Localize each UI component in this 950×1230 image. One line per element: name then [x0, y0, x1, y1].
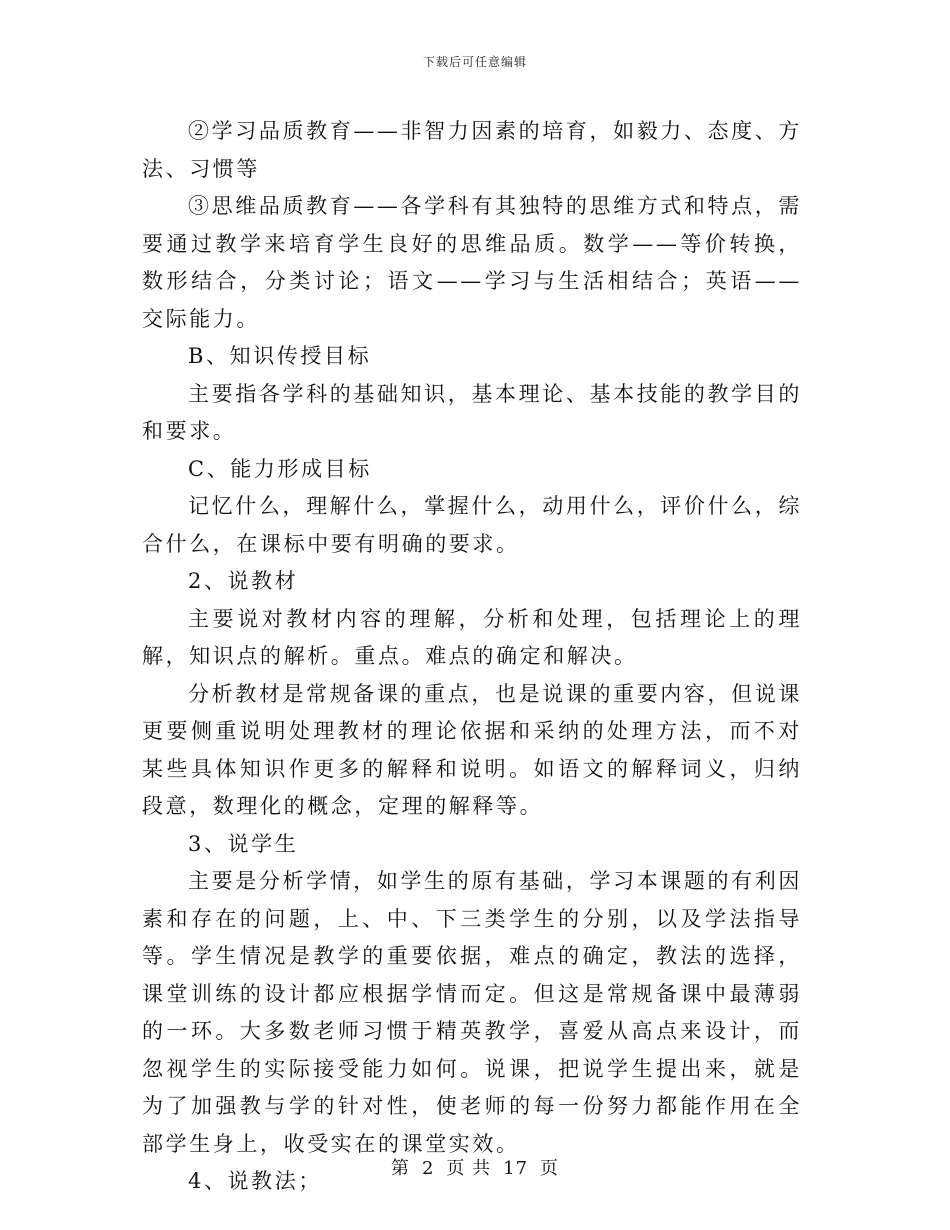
paragraph-learning-quality: ②学习品质教育——非智力因素的培育，如毅力、态度、方法、习惯等: [142, 119, 802, 181]
footer-suffix: 页: [540, 1158, 560, 1179]
footer-mid: 页 共: [446, 1158, 492, 1179]
paragraph-thinking-quality: ③思维品质教育——各学科有其独特的思维方式和特点，需要通过教学来培育学生良好的思维品质。数学——等价转换，数形结合，分类讨论；语文——学习与生活相结合；英语——交际能力。: [142, 194, 802, 331]
heading-knowledge-goal: B、知识传授目标: [188, 344, 372, 368]
paragraph-textbook-2: 分析教材是常规备课的重点，也是说课的重要内容，但说课更要侧重说明处理教材的理论依据和采纳的处理方法，而不对某些具体知识作更多的解释和说明。如语文的解释词义，归纳段意，数理化的概念，定理的解释等。: [142, 681, 802, 818]
paragraph-knowledge-goal: 主要指各学科的基础知识，基本理论、基本技能的教学目的和要求。: [142, 381, 802, 443]
footer-page-number: 2: [421, 1158, 435, 1179]
heading-students: 3、说学生: [188, 831, 299, 856]
page-footer: [0, 1154, 950, 1180]
heading-textbook: 2、说教材: [188, 569, 299, 593]
document-body: [142, 113, 802, 1201]
paragraph-students: 主要是分析学情，如学生的原有基础，学习本课题的有利因素和存在的问题，上、中、下三类学生的分别，以及学法指导等。学生情况是教学的重要依据，难点的确定，教法的选择，课堂训练的设计都应根据学情而定。但这是常规备课中最薄弱的一环。大多数老师习惯于精英教学，喜爱从高点来设计，而忽视学生的实际接受能力如何。说课，把说学生提出来，就是为了加强教与学的针对性，使老师的每一份努力都能作用在全部学生身上，收受实在的课堂实效。: [142, 869, 802, 1156]
page-header-note: 下载后可任意编辑: [422, 55, 527, 69]
footer-total-pages: 17: [503, 1158, 529, 1179]
heading-teaching-method: 4、说教法；: [188, 1169, 322, 1193]
footer-prefix: 第: [390, 1158, 410, 1179]
paragraph-textbook-1: 主要说对教材内容的理解，分析和处理，包括理论上的理解，知识点的解析。重点。难点的确定和解决。: [142, 606, 802, 668]
paragraph-ability-goal: 记忆什么，理解什么，掌握什么，动用什么，评价什么，综合什么，在课标中要有明确的要求。: [142, 494, 802, 556]
heading-ability-goal: C、能力形成目标: [188, 456, 372, 481]
